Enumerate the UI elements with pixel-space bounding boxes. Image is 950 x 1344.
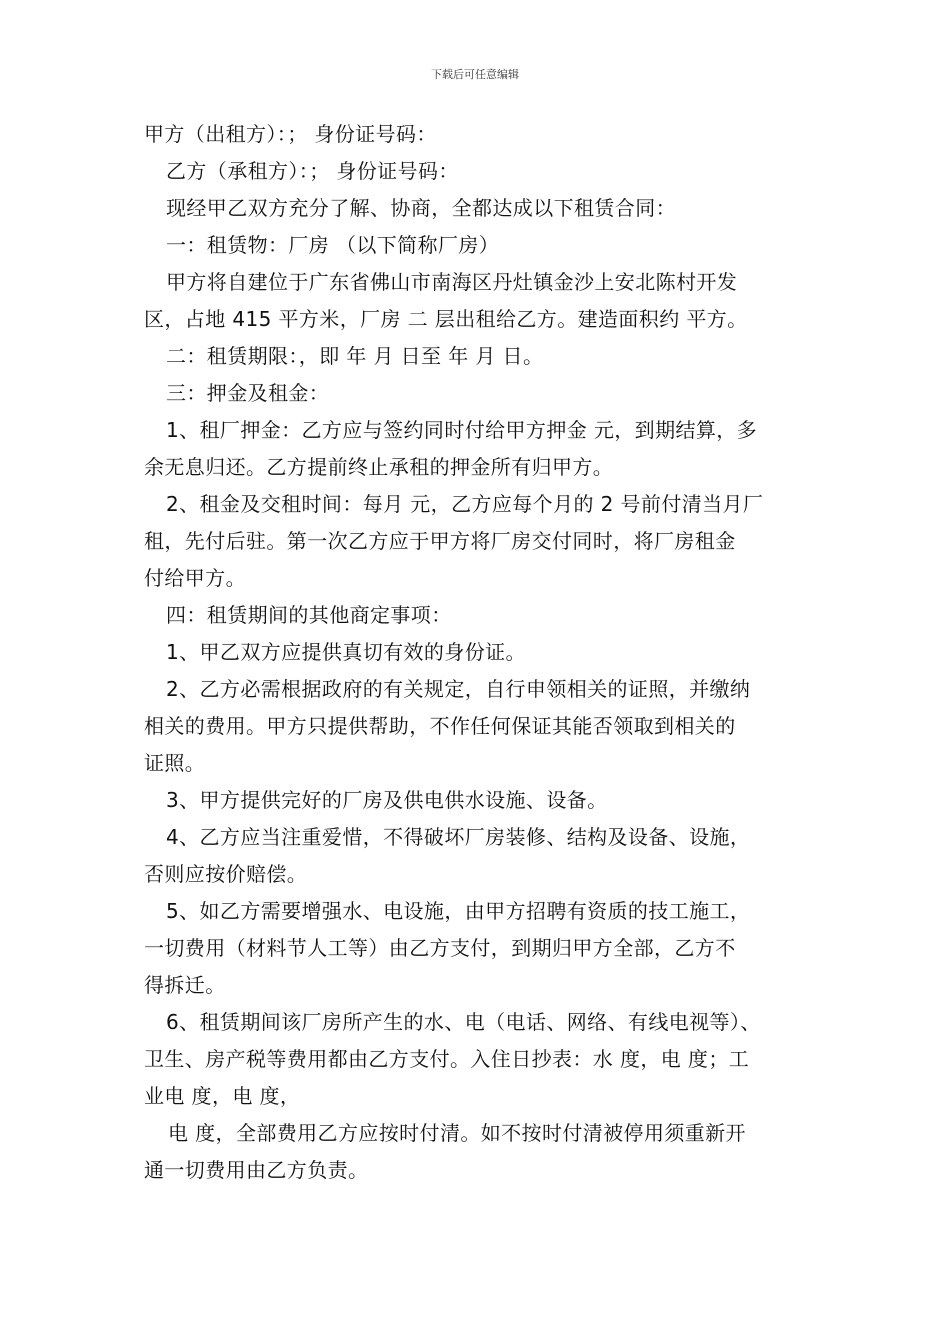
agreement-intro: 现经甲乙双方充分了解、协商，全都达成以下租赁合同：	[166, 196, 676, 220]
item-5-line-2: 一切费用（材料节人工等）由乙方支付，到期归甲方全部，乙方不	[144, 936, 736, 960]
item-2-line-3: 证照。	[144, 751, 206, 775]
item-3-line-1: 3、甲方提供完好的厂房及供电供水设施、设备。	[166, 788, 608, 812]
section-4-heading: 四：租赁期间的其他商定事项：	[166, 603, 452, 627]
rent-clause-line-1: 2、租金及交租时间：每月 元，乙方应每个月的 2 号前付清当月厂	[166, 492, 764, 516]
item-4-line-1: 4、乙方应当注重爱惜，不得破坏厂房装修、结构及设备、设施，	[166, 825, 751, 849]
party-a-line: 甲方（出租方）：； 身份证号码：	[144, 122, 437, 146]
contract-body	[144, 116, 824, 1189]
page-header-note: 下载后可任意编辑	[431, 68, 519, 81]
item-5-line-1: 5、如乙方需要增强水、电设施，由甲方招聘有资质的技工施工，	[166, 899, 751, 923]
item-6-line-2: 卫生、房产税等费用都由乙方支付。入住日抄表：水 度，电 度；工	[144, 1047, 750, 1071]
section-1-heading: 一：租赁物：厂房 （以下简称厂房）	[166, 233, 500, 257]
item-1-line-1: 1、甲乙双方应提供真切有效的身份证。	[166, 640, 526, 664]
deposit-clause-line-1: 1、租厂押金：乙方应与签约同时付给甲方押金 元，到期结算，多	[166, 418, 758, 442]
section-3-heading: 三：押金及租金：	[166, 381, 330, 405]
item-2-line-2: 相关的费用。甲方只提供帮助，不作任何保证其能否领取到相关的	[144, 714, 736, 738]
deposit-clause-line-2: 余无息归还。乙方提前终止承租的押金所有归甲方。	[144, 455, 614, 479]
item-5-line-3: 得拆迁。	[144, 973, 226, 997]
item-6-line-1: 6、租赁期间该厂房所产生的水、电（电话、网络、有线电视等）、	[166, 1010, 761, 1034]
item-6-line-4: 电 度，全部费用乙方应按时付清。如不按时付清被停用须重新开	[168, 1121, 746, 1145]
party-b-line: 乙方（承租方）：； 身份证号码：	[166, 159, 459, 183]
item-2-line-1: 2、乙方必需根据政府的有关规定，自行申领相关的证照，并缴纳	[166, 677, 751, 701]
item-6-line-3: 业电 度，电 度，	[144, 1084, 301, 1108]
item-6-line-5: 通一切费用由乙方负责。	[144, 1158, 369, 1182]
item-4-line-2: 否则应按价赔偿。	[144, 862, 308, 886]
rent-clause-line-2: 租，先付后驻。第一次乙方应于甲方将厂房交付同时，将厂房租金	[144, 529, 736, 553]
section-2-heading: 二：租赁期限：，即 年 月 日至 年 月 日。	[166, 344, 544, 368]
section-1-text-line-2: 区，占地 415 平方米，厂房 二 层出租给乙方。建造面积约 平方。	[144, 307, 748, 331]
section-1-text-line-1: 甲方将自建位于广东省佛山市南海区丹灶镇金沙上安北陈村开发	[166, 270, 738, 294]
rent-clause-line-3: 付给甲方。	[144, 566, 246, 590]
